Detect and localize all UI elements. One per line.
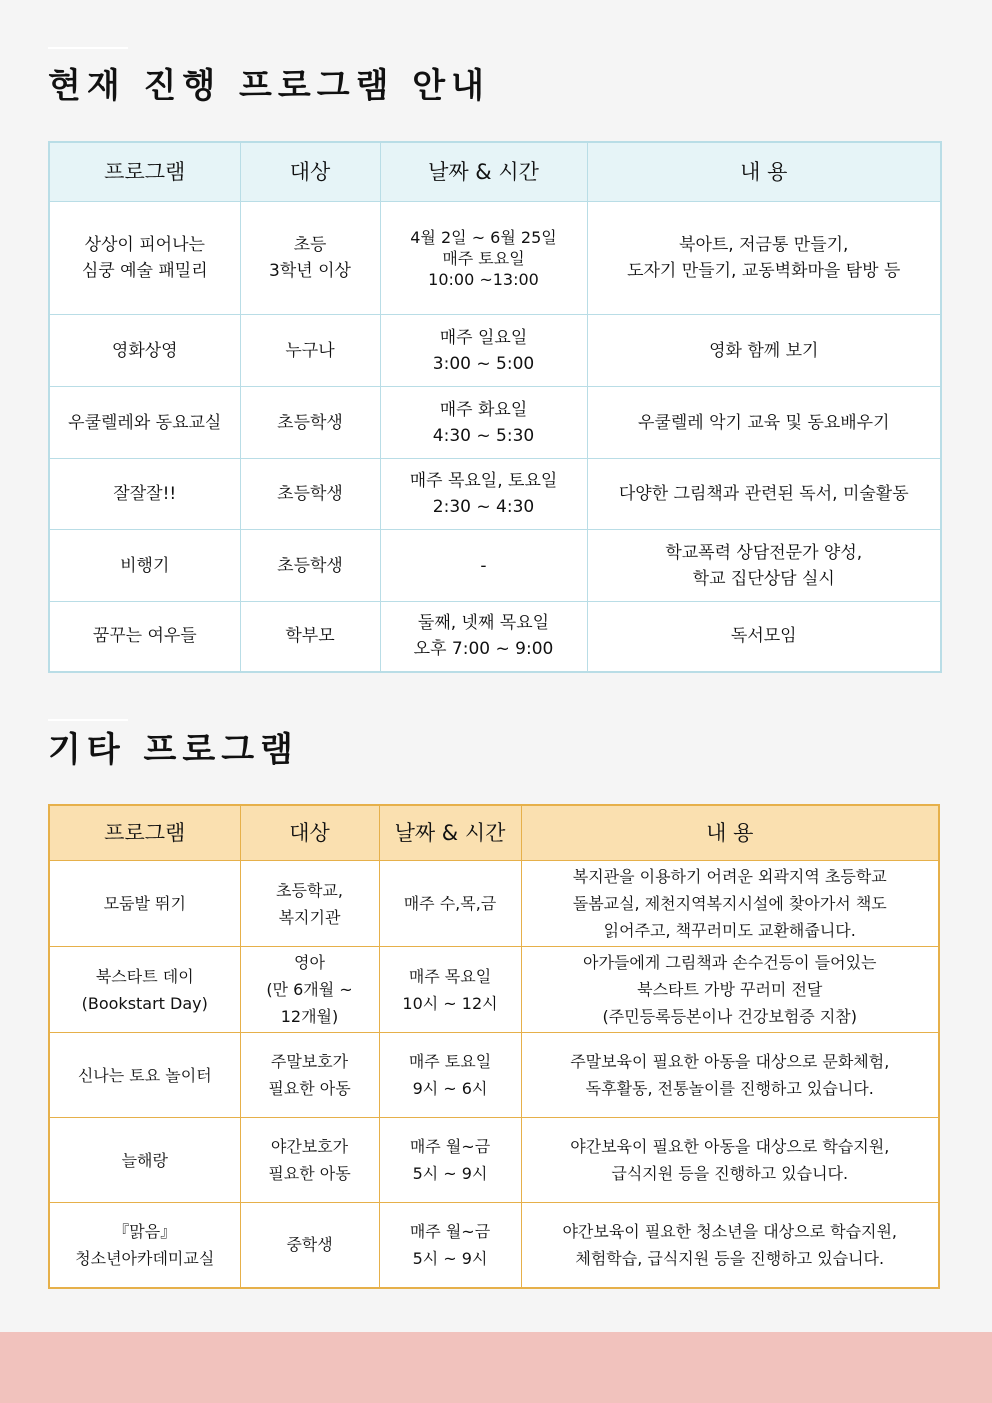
cell-datetime: 매주 월~금 5시 ~ 9시	[379, 1118, 521, 1203]
cell-datetime: 매주 일요일 3:00 ~ 5:00	[380, 315, 587, 387]
cell-content: 주말보육이 필요한 아동을 대상으로 문화체험, 독후활동, 전통놀이를 진행하고 있습니다.	[521, 1033, 939, 1118]
cell-content: 독서모임	[587, 602, 941, 672]
cell-target: 학부모	[240, 602, 380, 672]
title-rule	[48, 47, 128, 49]
cell-content: 다양한 그림책과 관련된 독서, 미술활동	[587, 459, 941, 530]
cell-program: 꿈꾸는 여우들	[49, 602, 240, 672]
table-row	[49, 602, 941, 672]
header-datetime: 날짜 & 시간	[380, 142, 587, 202]
cell-content: 북아트, 저금통 만들기, 도자기 만들기, 교동벽화마을 탐방 등	[587, 202, 941, 315]
table-row	[49, 1118, 939, 1203]
cell-program: 우쿨렐레와 동요교실	[49, 387, 240, 459]
section1-title: 현재 진행 프로그램 안내	[48, 66, 490, 106]
cell-datetime: 매주 화요일 4:30 ~ 5:30	[380, 387, 587, 459]
header-target: 대상	[240, 142, 380, 202]
table-row	[49, 459, 941, 530]
cell-datetime: 매주 토요일 9시 ~ 6시	[379, 1033, 521, 1118]
table-row	[49, 1203, 939, 1288]
table-row	[49, 202, 941, 315]
cell-target: 초등학생	[240, 459, 380, 530]
cell-program: 상상이 피어나는 심쿵 예술 패밀리	[49, 202, 240, 315]
current-programs-table	[48, 141, 942, 673]
cell-content: 우쿨렐레 악기 교육 및 동요배우기	[587, 387, 941, 459]
cell-target: 초등 3학년 이상	[240, 202, 380, 315]
title-rule	[48, 719, 128, 721]
table-row	[49, 1033, 939, 1118]
cell-program: 잘잘잘!!	[49, 459, 240, 530]
cell-target: 영아 (만 6개월 ~ 12개월)	[240, 947, 379, 1033]
cell-target: 초등학생	[240, 387, 380, 459]
cell-program: 영화상영	[49, 315, 240, 387]
cell-target: 초등학교, 복지기관	[240, 861, 379, 947]
table-row	[49, 315, 941, 387]
header-datetime: 날짜 & 시간	[379, 805, 521, 861]
section2-title: 기타 프로그램	[48, 730, 299, 770]
cell-program: 늘해랑	[49, 1118, 240, 1203]
header-content: 내 용	[521, 805, 939, 861]
cell-datetime: 둘째, 넷째 목요일 오후 7:00 ~ 9:00	[380, 602, 587, 672]
cell-content: 아가들에게 그림책과 손수건등이 들어있는 북스타트 가방 꾸러미 전달 (주민등록등본이나 건강보험증 지참)	[521, 947, 939, 1033]
cell-content: 복지관을 이용하기 어려운 외곽지역 초등학교 돌봄교실, 제천지역복지시설에 찾아가서 책도 읽어주고, 책꾸러미도 교환해줍니다.	[521, 861, 939, 947]
cell-datetime: 매주 월~금 5시 ~ 9시	[379, 1203, 521, 1288]
cell-program: 신나는 토요 놀이터	[49, 1033, 240, 1118]
cell-datetime: 4월 2일 ~ 6월 25일 매주 토요일 10:00 ~13:00	[380, 202, 587, 315]
cell-target: 초등학생	[240, 530, 380, 602]
table-header-row	[49, 142, 941, 202]
header-target: 대상	[240, 805, 379, 861]
other-programs-table	[48, 804, 940, 1289]
cell-program: 모둠발 뛰기	[49, 861, 240, 947]
cell-target: 주말보호가 필요한 아동	[240, 1033, 379, 1118]
cell-program: 『맑음』 청소년아카데미교실	[49, 1203, 240, 1288]
header-program: 프로그램	[49, 805, 240, 861]
cell-target: 야간보호가 필요한 아동	[240, 1118, 379, 1203]
cell-target: 중학생	[240, 1203, 379, 1288]
footer-band	[0, 1332, 992, 1403]
table-header-row	[49, 805, 939, 861]
cell-program: 비행기	[49, 530, 240, 602]
cell-datetime: 매주 목요일 10시 ~ 12시	[379, 947, 521, 1033]
header-content: 내 용	[587, 142, 941, 202]
table-row	[49, 530, 941, 602]
table-row	[49, 947, 939, 1033]
cell-content: 야간보육이 필요한 청소년을 대상으로 학습지원, 체험학습, 급식지원 등을 진행하고 있습니다.	[521, 1203, 939, 1288]
cell-content: 영화 함께 보기	[587, 315, 941, 387]
cell-content: 학교폭력 상담전문가 양성, 학교 집단상담 실시	[587, 530, 941, 602]
cell-content: 야간보육이 필요한 아동을 대상으로 학습지원, 급식지원 등을 진행하고 있습니다.	[521, 1118, 939, 1203]
cell-datetime: -	[380, 530, 587, 602]
table-row	[49, 861, 939, 947]
table-row	[49, 387, 941, 459]
cell-datetime: 매주 목요일, 토요일 2:30 ~ 4:30	[380, 459, 587, 530]
cell-program: 북스타트 데이 (Bookstart Day)	[49, 947, 240, 1033]
cell-target: 누구나	[240, 315, 380, 387]
header-program: 프로그램	[49, 142, 240, 202]
cell-datetime: 매주 수,목,금	[379, 861, 521, 947]
